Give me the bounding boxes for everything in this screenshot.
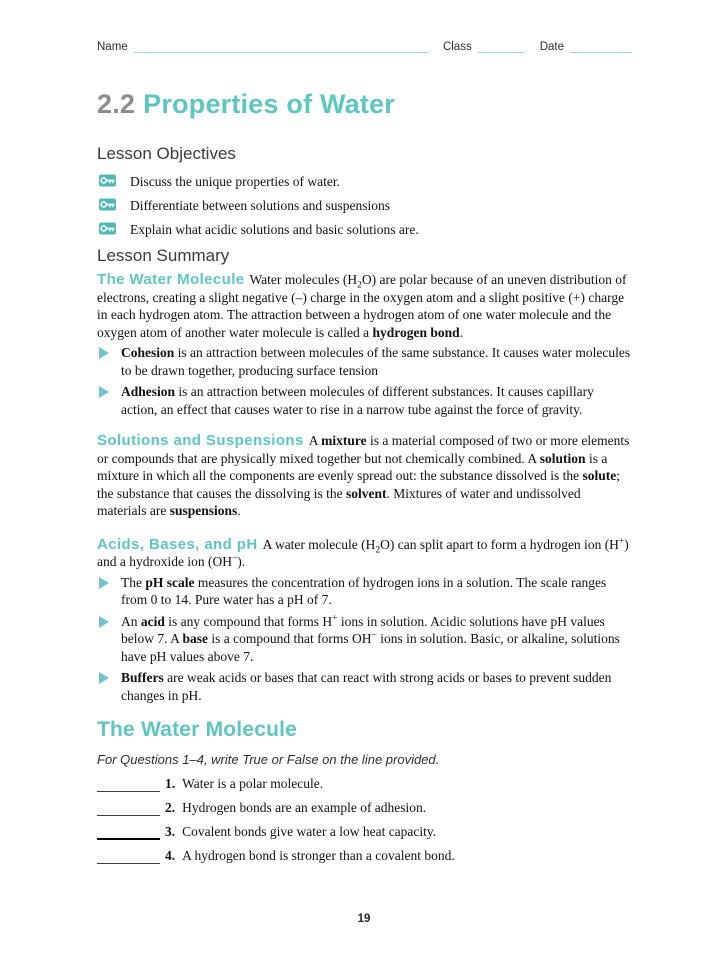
water-molecule-intro-text: Water molecules $(H_2O)$ are polar because of an uneven distribution of electrons, creating a slight negative (–) charge in the oxygen atom and a slight positive (+) charge in each hydrogen atom. The attraction between a hydrogen atom of one water molecule and the oxygen atom of another water molecule is called a hydrogen bond.	[97, 272, 627, 340]
bullet-item	[97, 344, 632, 379]
lesson-title: Properties of Water	[143, 89, 395, 119]
answer-blank-line	[97, 803, 160, 816]
bullet-item	[97, 383, 632, 418]
key-icon	[99, 198, 116, 211]
bullet-item	[97, 669, 632, 704]
key-icon	[99, 174, 116, 187]
question-text: Covalent bonds give water a low heat capacity.	[182, 824, 437, 839]
objective-item	[97, 197, 632, 214]
objective-item	[97, 221, 632, 238]
answer-blank-line	[97, 827, 160, 840]
question-text: Hydrogen bonds are an example of adhesion.	[182, 800, 427, 815]
questions-list	[97, 776, 632, 864]
page-number: 19	[357, 913, 371, 925]
bullet-item	[97, 574, 632, 609]
lesson-summary-heading: Lesson Summary	[97, 246, 230, 265]
solutions-inline-heading: Solutions and Suspensions	[97, 432, 304, 449]
water-molecule-bullets	[97, 344, 632, 418]
bullet-text: The pH scale measures the concentration of hydrogen ions in a solution. The scale ranges from 0 to 14. Pure water has a pH of 7.	[121, 574, 607, 607]
question-number: 4.	[165, 848, 176, 863]
objective-text: Explain what acidic solutions and basic solutions are.	[130, 222, 419, 237]
name-label: Name	[97, 41, 128, 53]
acids-bullets	[97, 574, 632, 705]
answer-blank-line	[97, 779, 160, 792]
header	[97, 38, 632, 53]
question-text: Water is a polar molecule.	[182, 776, 324, 791]
question-number: 1.	[165, 776, 176, 791]
lesson-number: 2.2	[97, 89, 136, 119]
question-row	[97, 824, 632, 840]
acids-paragraph	[97, 536, 632, 571]
triangle-bullet-icon	[99, 616, 109, 628]
objective-text: Differentiate between solutions and suspensions	[130, 198, 390, 213]
bullet-item	[97, 613, 632, 666]
date-blank-line	[570, 41, 632, 53]
triangle-bullet-icon	[99, 347, 109, 359]
answer-blank-line	[97, 851, 160, 864]
water-molecule-section-heading: The Water Molecule	[97, 718, 298, 741]
solutions-paragraph	[97, 432, 632, 520]
water-molecule-paragraph	[97, 271, 632, 341]
triangle-bullet-icon	[99, 577, 109, 589]
class-blank-line	[478, 41, 524, 53]
question-text: A hydrogen bond is stronger than a covalent bond.	[182, 848, 455, 863]
lesson-objectives-heading: Lesson Objectives	[97, 144, 236, 163]
question-number: 3.	[165, 824, 176, 839]
class-label: Class	[442, 41, 472, 53]
question-row	[97, 776, 632, 792]
page-title	[97, 90, 632, 118]
triangle-bullet-icon	[99, 386, 109, 398]
date-label: Date	[539, 41, 564, 53]
objectives-list	[97, 173, 632, 238]
water-molecule-inline-heading: The Water Molecule	[97, 271, 245, 288]
question-row	[97, 800, 632, 816]
bullet-text: Cohesion is an attraction between molecules of the same substance. It causes water molecules to be drawn together, producing surface tension	[121, 345, 631, 378]
acids-inline-heading: Acids, Bases, and pH	[97, 535, 258, 553]
solutions-intro-text: A mixture is a material composed of two or more elements or compounds that are physically mixed together but not chemically combined. A solution is a mixture in which all the components are evenly spread out: the substance dissolved is the solute; the substance that causes the dissolving is the solvent. Mixtures of water and undissolved materials are suspensions.	[97, 433, 630, 518]
bullet-text: Adhesion is an attraction between molecules of different substances. It causes capillary action, an effect that causes water to rise in a narrow tube against the force of gravity.	[121, 384, 594, 417]
key-icon	[99, 222, 116, 235]
questions-instructions: For Questions 1–4, write True or False on the line provided.	[97, 752, 440, 767]
bullet-text: An acid is any compound that forms H+ ions in solution. Acidic solutions have pH values below 7. A base is a compound that forms OH− ions in solution. Basic, or alkaline, solutions have pH values above 7.	[121, 613, 620, 664]
objective-text: Discuss the unique properties of water.	[130, 174, 340, 189]
question-number: 2.	[165, 800, 176, 815]
bullet-text: Buffers are weak acids or bases that can react with strong acids or bases to prevent sudden changes in pH.	[121, 670, 612, 703]
question-row	[97, 848, 632, 864]
triangle-bullet-icon	[99, 672, 109, 684]
name-blank-line	[134, 41, 428, 53]
objective-item	[97, 173, 632, 190]
acids-intro-text: A water molecule $(H_2O)$ can split apart to form a hydrogen ion (H+) and a hydroxide ion (OH−).	[97, 536, 629, 569]
